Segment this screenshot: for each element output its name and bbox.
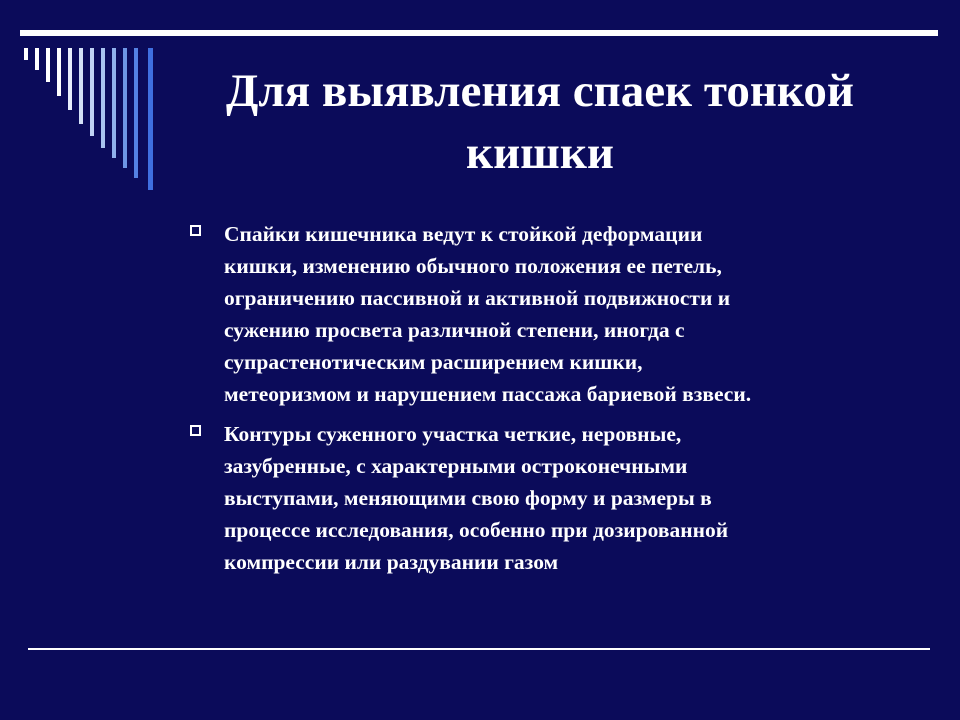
bullet-text: [224, 418, 908, 578]
stripe-7: [90, 48, 94, 136]
stripe-11: [134, 48, 138, 178]
bullet-item-contours: [188, 418, 908, 578]
bullet-line: Контуры суженного участка четкие, неровные,: [224, 422, 682, 446]
stripe-1: [24, 48, 28, 60]
stripe-9: [112, 48, 116, 158]
bullet-line: выступами, меняющими свою форму и размеры в: [224, 486, 712, 510]
square-bullet-icon: [190, 425, 201, 436]
bullet-list: [188, 218, 908, 586]
stripe-4: [57, 48, 61, 96]
stripe-12: [148, 48, 153, 190]
bullet-line: Спайки кишечника ведут к стойкой деформации: [224, 222, 703, 246]
bullet-line: кишки, изменению обычного положения ее петель,: [224, 254, 722, 278]
decorative-stripes-icon: [0, 0, 170, 200]
stripe-10: [123, 48, 127, 168]
bullet-item-adhesions: [188, 218, 908, 410]
bullet-line: супрастенотическим расширением кишки,: [224, 350, 643, 374]
stripe-2: [35, 48, 39, 70]
bullet-text: [224, 218, 908, 410]
stripe-8: [101, 48, 105, 148]
square-bullet-icon: [190, 225, 201, 236]
stripe-6: [79, 48, 83, 124]
title-line-1: Для выявления спаек тонкой: [226, 65, 854, 117]
bullet-line: процессе исследования, особенно при дозированной: [224, 518, 729, 542]
bullet-line: сужению просвета различной степени, иногда с: [224, 318, 685, 342]
bullet-line: компрессии или раздувании газом: [224, 550, 559, 574]
bullet-line: метеоризмом и нарушением пассажа бариевой взвеси.: [224, 382, 752, 406]
bullet-line: зазубренные, с характерными остроконечными: [224, 454, 688, 478]
slide-title: [180, 60, 900, 184]
bottom-divider-line: [28, 648, 930, 650]
title-line-2: кишки: [466, 127, 614, 179]
stripe-3: [46, 48, 50, 82]
stripe-5: [68, 48, 72, 110]
bullet-line: ограничению пассивной и активной подвижности и: [224, 286, 731, 310]
